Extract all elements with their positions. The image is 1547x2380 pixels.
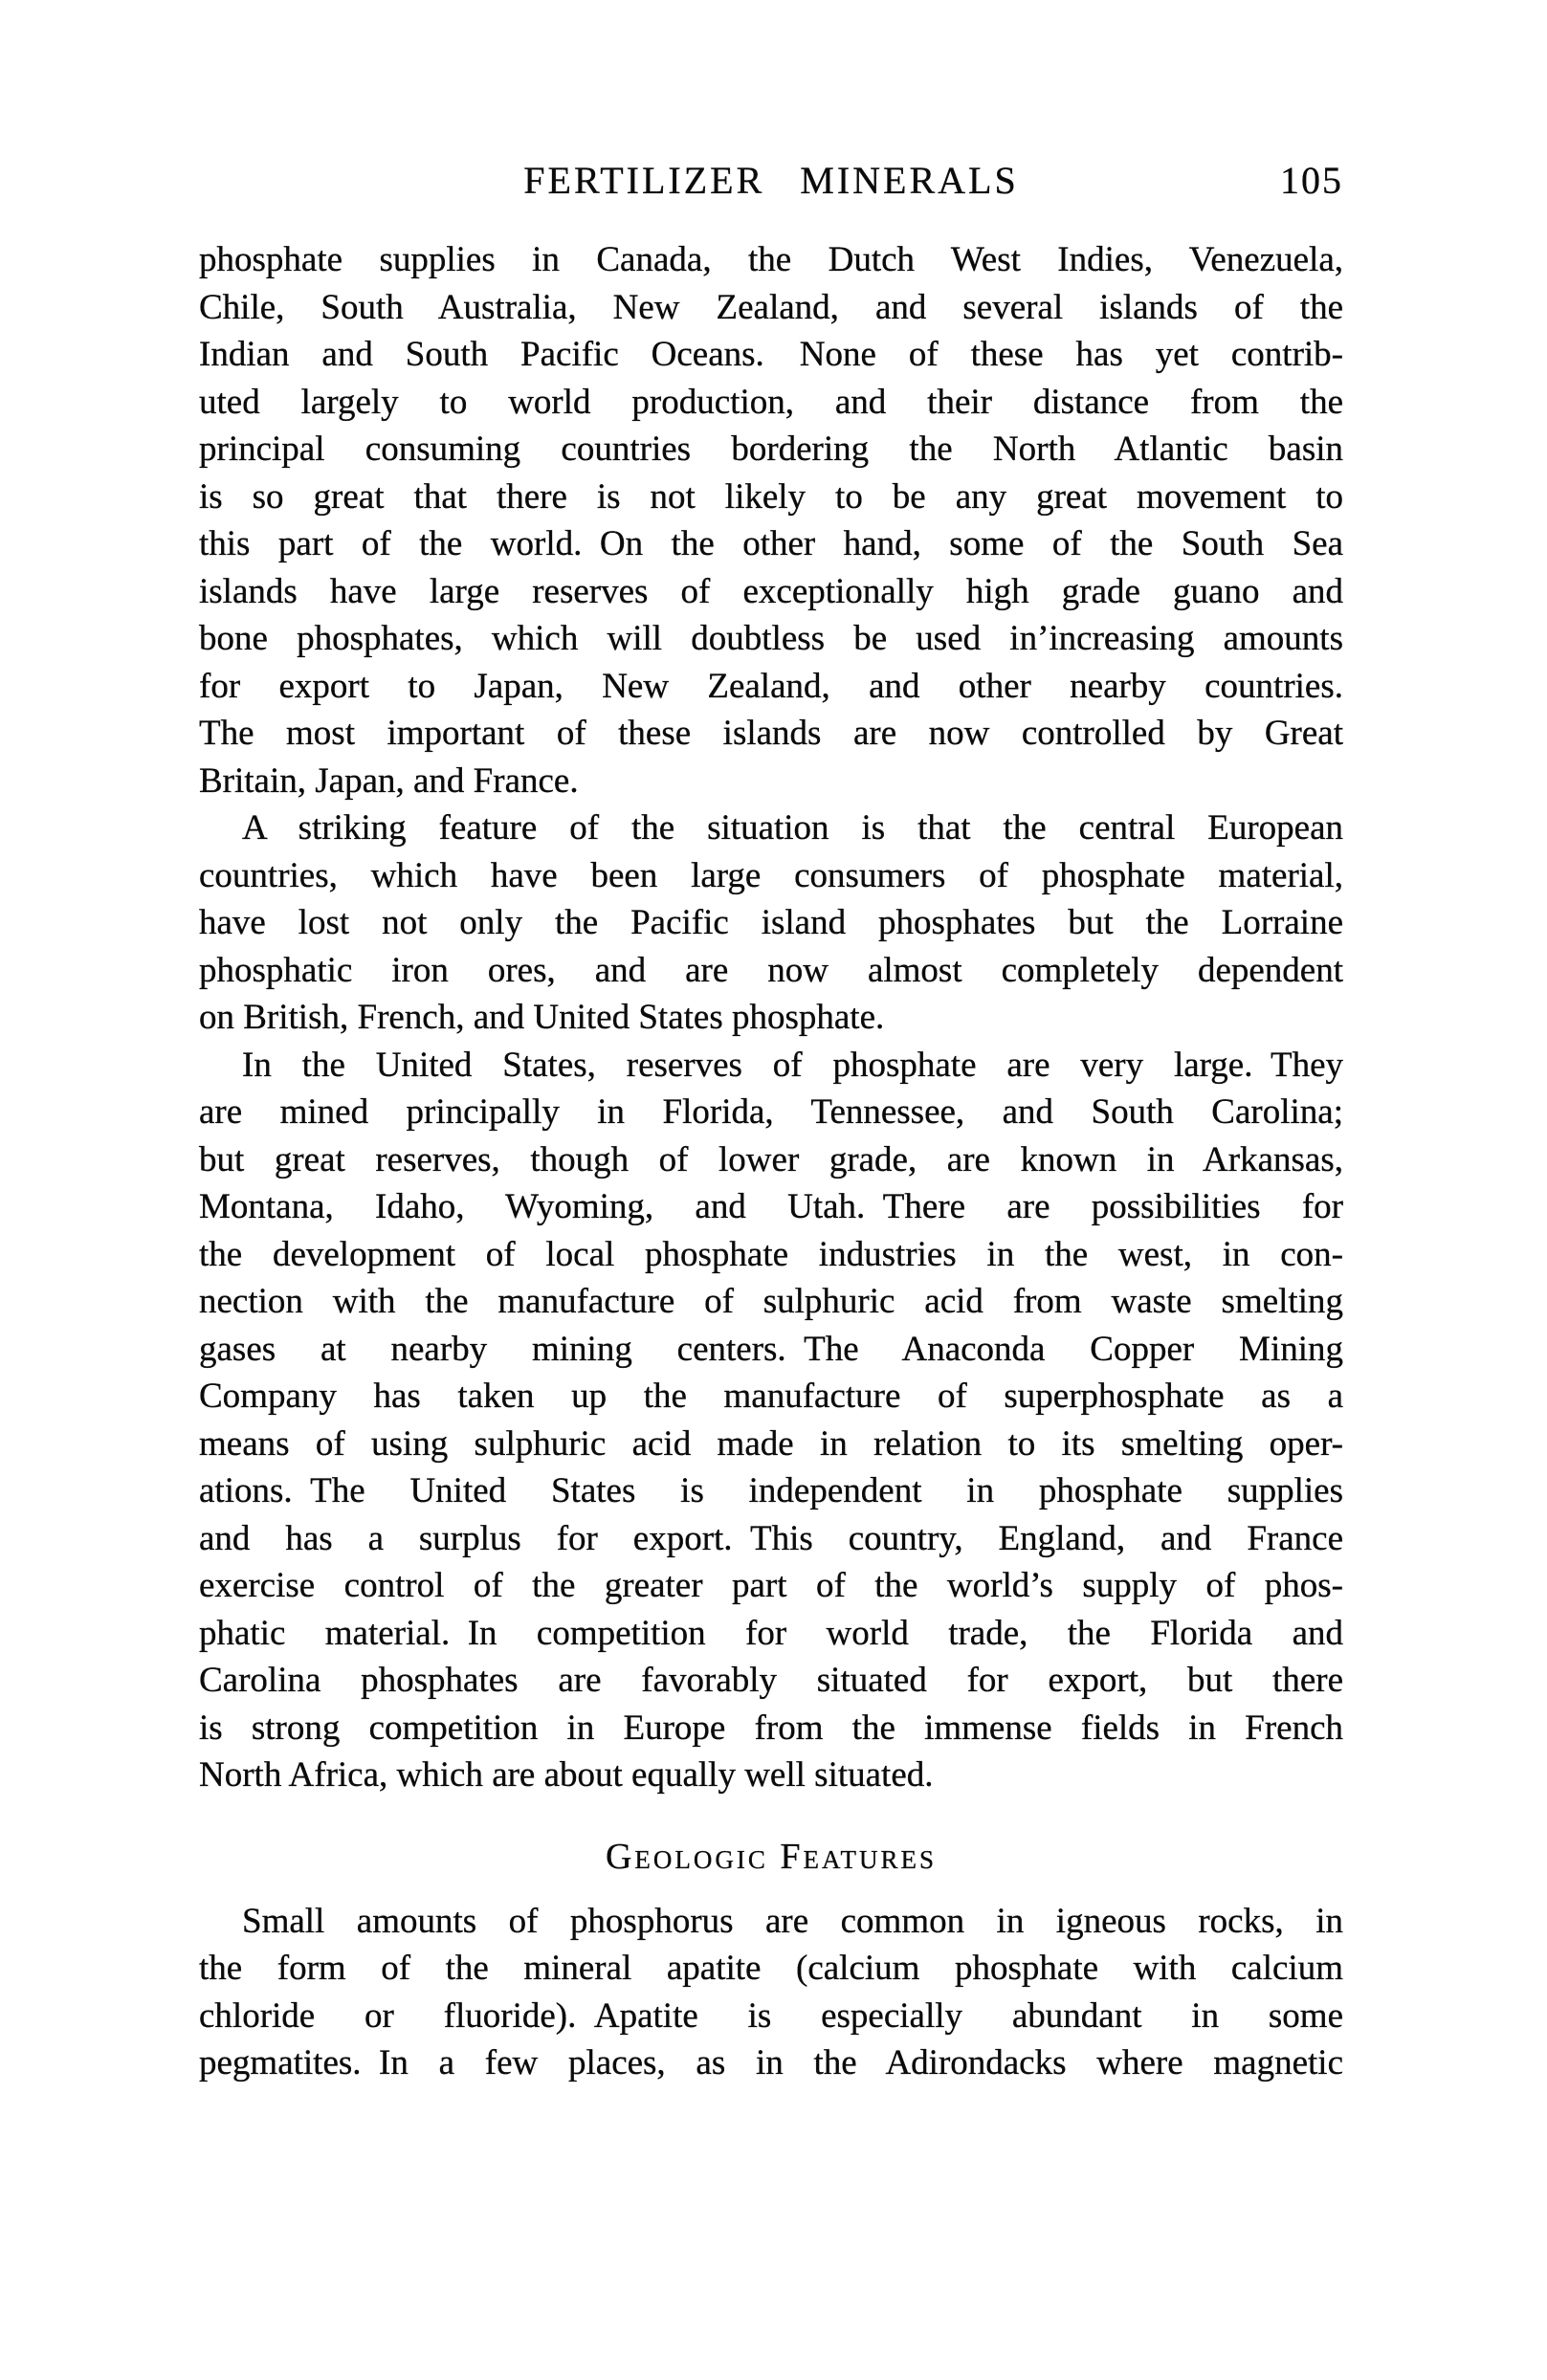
running-title: FERTILIZER MINERALS: [523, 159, 1019, 202]
text-line: Carolina phosphates are favorably situated for export, but there: [199, 1661, 1343, 1700]
text-line: Montana, Idaho, Wyoming, and Utah. There are possibilities for: [199, 1187, 1343, 1226]
text-line: have lost not only the Pacific island phosphates but the Lorraine: [199, 903, 1343, 942]
section-heading: Geologic Features: [605, 1836, 938, 1877]
page-number: 105: [1280, 159, 1343, 202]
text-line: is strong competition in Europe from the immense fields in French: [199, 1708, 1343, 1748]
text-line: means of using sulphuric acid made in relation to its smelting oper-: [199, 1423, 1343, 1464]
text-line: In the United States, reserves of phosphate are very large. They: [242, 1045, 1343, 1085]
paragraph: [199, 236, 1343, 804]
text-line: A striking feature of the situation is that the central European: [242, 808, 1343, 848]
text-line: phosphatic iron ores, and are now almost completely dependent: [199, 950, 1343, 990]
text-line: Company has taken up the manufacture of superphosphate as a: [199, 1377, 1343, 1416]
paragraph: [199, 804, 1343, 1042]
text-line: exercise control of the greater part of the world’s supply of phos-: [199, 1566, 1343, 1605]
text-line: the development of local phosphate industries in the west, in con-: [199, 1234, 1343, 1274]
text-line: bone phosphates, which will doubtless be used in’increasing amounts: [199, 619, 1343, 658]
text-line: Indian and South Pacific Oceans. None of these has yet contrib-: [199, 335, 1343, 374]
paragraph: [199, 1898, 1343, 2087]
text-line: Britain, Japan, and France.: [199, 760, 579, 801]
text-line: Chile, South Australia, New Zealand, and several islands of the: [199, 287, 1343, 327]
page-body: [199, 236, 1343, 2087]
text-line: ations. The United States is independent in phosphate supplies: [199, 1471, 1343, 1510]
text-line: phosphate supplies in Canada, the Dutch West Indies, Venezuela,: [199, 240, 1343, 279]
text-line: chloride or fluoride). Apatite is especially abundant in some: [199, 1995, 1343, 2036]
text-line: nection with the manufacture of sulphuric acid from waste smelting: [199, 1282, 1343, 1321]
text-line: but great reserves, though of lower grade, are known in Arkansas,: [199, 1139, 1343, 1179]
text-line: North Africa, which are about equally well situated.: [199, 1755, 934, 1795]
text-line: on British, French, and United States phosphate.: [199, 998, 885, 1037]
text-line: the form of the mineral apatite (calcium phosphate with calcium: [199, 1949, 1343, 1988]
text-line: this part of the world. On the other hand, some of the South Sea: [199, 524, 1343, 563]
text-line: pegmatites. In a few places, as in the Adirondacks where magnetic: [199, 2043, 1343, 2082]
text-line: Small amounts of phosphorus are common in igneous rocks, in: [242, 1901, 1343, 1941]
text-line: principal consuming countries bordering the North Atlantic basin: [199, 430, 1343, 469]
text-line: The most important of these islands are now controlled by Great: [199, 714, 1343, 753]
paragraph: [199, 1042, 1343, 1799]
text-line: is so great that there is not likely to be any great movement to: [199, 476, 1343, 517]
text-line: and has a surplus for export. This country, England, and France: [199, 1518, 1343, 1558]
text-line: are mined principally in Florida, Tennessee, and South Carolina;: [199, 1092, 1343, 1132]
text-line: gases at nearby mining centers. The Anaconda Copper Mining: [199, 1329, 1343, 1369]
text-line: islands have large reserves of exceptionally high grade guano and: [199, 571, 1343, 611]
text-line: countries, which have been large consumers of phosphate material,: [199, 855, 1343, 895]
text-line: phatic material. In competition for world trade, the Florida and: [199, 1613, 1343, 1653]
page-header: [199, 156, 1343, 206]
text-line: uted largely to world production, and their distance from the: [199, 382, 1343, 422]
text-line: for export to Japan, New Zealand, and other nearby countries.: [199, 666, 1343, 706]
